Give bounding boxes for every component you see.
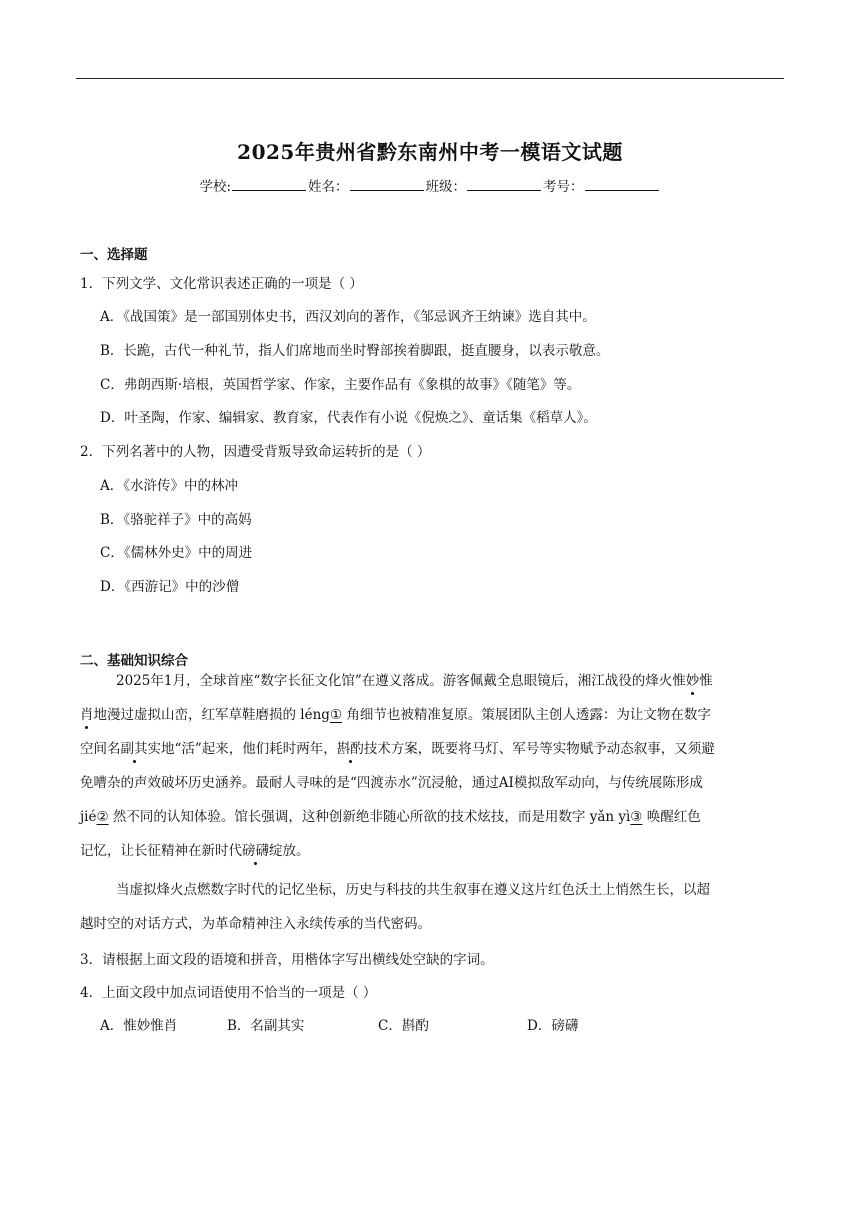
page-title: 2025年贵州省黔东南州中考一模语文试题: [237, 140, 623, 164]
question-4-option-b: B．名副其实: [227, 1018, 305, 1034]
question-2-option-c: C．《儒林外史》中的周进: [100, 545, 253, 561]
question-2-option-a: A．《水浒传》中的林冲: [100, 478, 238, 494]
passage-line: [80, 698, 780, 732]
dotted-word: 惟妙惟: [672, 673, 713, 689]
class-blank[interactable]: [467, 178, 541, 191]
blank-1[interactable]: ①: [329, 707, 343, 723]
text-run: 角细节也被精准复原。策展团队主创人透露：为让文物在数字: [342, 707, 711, 723]
passage-line: [80, 800, 780, 834]
passage-line: 免嘈杂的声效破坏历史涵养。最耐人寻味的是“四渡赤水”沉浸舱，通过AI模拟敌军动向，与传统展陈形成: [80, 775, 703, 791]
dotted-word: 肖: [80, 707, 94, 723]
passage-line: [80, 732, 780, 766]
text-run: 记忆，让长征精神在新时代: [80, 843, 242, 859]
question-1-stem: 1．下列文学、文化常识表述正确的一项是（ ）: [80, 276, 363, 292]
text-run: 地“活”起来，他们耗时两年，: [161, 741, 337, 757]
name-label: 姓名：: [308, 179, 349, 195]
text-run: 绽放。: [269, 843, 310, 859]
header-rule: [76, 78, 784, 79]
school-label: 学校:: [199, 179, 232, 195]
text-run: 唤醒红色: [642, 809, 701, 825]
section-heading-knowledge: 二、基础知识综合: [80, 653, 188, 669]
school-blank[interactable]: [232, 178, 306, 191]
student-info-line: [0, 175, 860, 195]
question-4-option-a: A．惟妙惟肖: [100, 1018, 178, 1034]
question-2-option-b: B．《骆驼祥子》中的高妈: [100, 512, 252, 528]
question-2-stem: 2．下列名著中的人物，因遭受背叛导致命运转折的是（ ）: [80, 444, 431, 460]
question-3-stem: 3．请根据上面文段的语境和拼音，用楷体字写出横线处空缺的字词。: [80, 952, 494, 968]
blank-3[interactable]: ③: [630, 809, 643, 825]
question-1-option-c: C．弗朗西斯·培根，英国哲学家、作家，主要作品有《象棋的故事》《随笔》等。: [100, 377, 581, 393]
text-run: 技术方案，既要将马灯、军号等实物赋予动态叙事，又须避: [363, 741, 715, 757]
section-heading-choice: 一、选择题: [80, 247, 148, 263]
number-label: 考号：: [543, 179, 584, 195]
passage-line: 当虚拟烽火点燃数字时代的记忆坐标，历史与科技的共生叙事在遵义这片红色沃土上悄然生长，以超: [116, 882, 710, 898]
question-4-stem: 4．上面文段中加点词语使用不恰当的一项是（ ）: [80, 985, 377, 1001]
question-2-option-d: D．《西游记》中的沙僧: [100, 579, 240, 595]
passage-paragraph-2: [80, 873, 780, 941]
passage-line: [80, 834, 780, 868]
dotted-word: 磅礴: [242, 843, 269, 859]
question-4-option-d: D．磅礴: [527, 1018, 579, 1034]
passage-line: [80, 664, 780, 698]
question-1-option-b: B．长跪，古代一种礼节，指人们席地而坐时臀部挨着脚跟，挺直腰身，以表示敬意。: [100, 343, 610, 359]
text-run: 然不同的认知体验。馆长强调，这种创新绝非随心所欲的技术炫技，而是用数字 yǎn yì: [108, 809, 631, 825]
text-run: 地漫过虚拟山峦，红军草鞋磨损的 léng: [93, 707, 330, 723]
passage-paragraph-1: [80, 664, 780, 868]
question-1-option-a: A．《战国策》是一部国别体史书，西汉刘向的著作，《邹忌讽齐王纳谏》选自其中。: [100, 309, 596, 325]
question-4-option-c: C．斟酌: [378, 1018, 429, 1034]
number-blank[interactable]: [585, 178, 659, 191]
text-run: jié: [80, 809, 97, 825]
class-label: 班级：: [425, 179, 467, 195]
blank-2[interactable]: ②: [96, 809, 109, 825]
text-run: 空间: [80, 741, 107, 757]
question-1-option-d: D．叶圣陶，作家、编辑家、教育家，代表作有小说《倪焕之》、童话集《稻草人》。: [100, 410, 597, 426]
dotted-word: 斟酌: [336, 741, 364, 757]
dotted-word: 名副其实: [107, 741, 161, 757]
name-blank[interactable]: [350, 178, 424, 191]
passage-line: 越时空的对话方式，为革命精神注入永续传承的当代密码。: [80, 916, 431, 932]
text-run: 2025年1月，全球首座“数字长征文化馆”在遵义落成。游客佩戴全息眼镜后，湘江战役的烽火: [116, 673, 673, 689]
